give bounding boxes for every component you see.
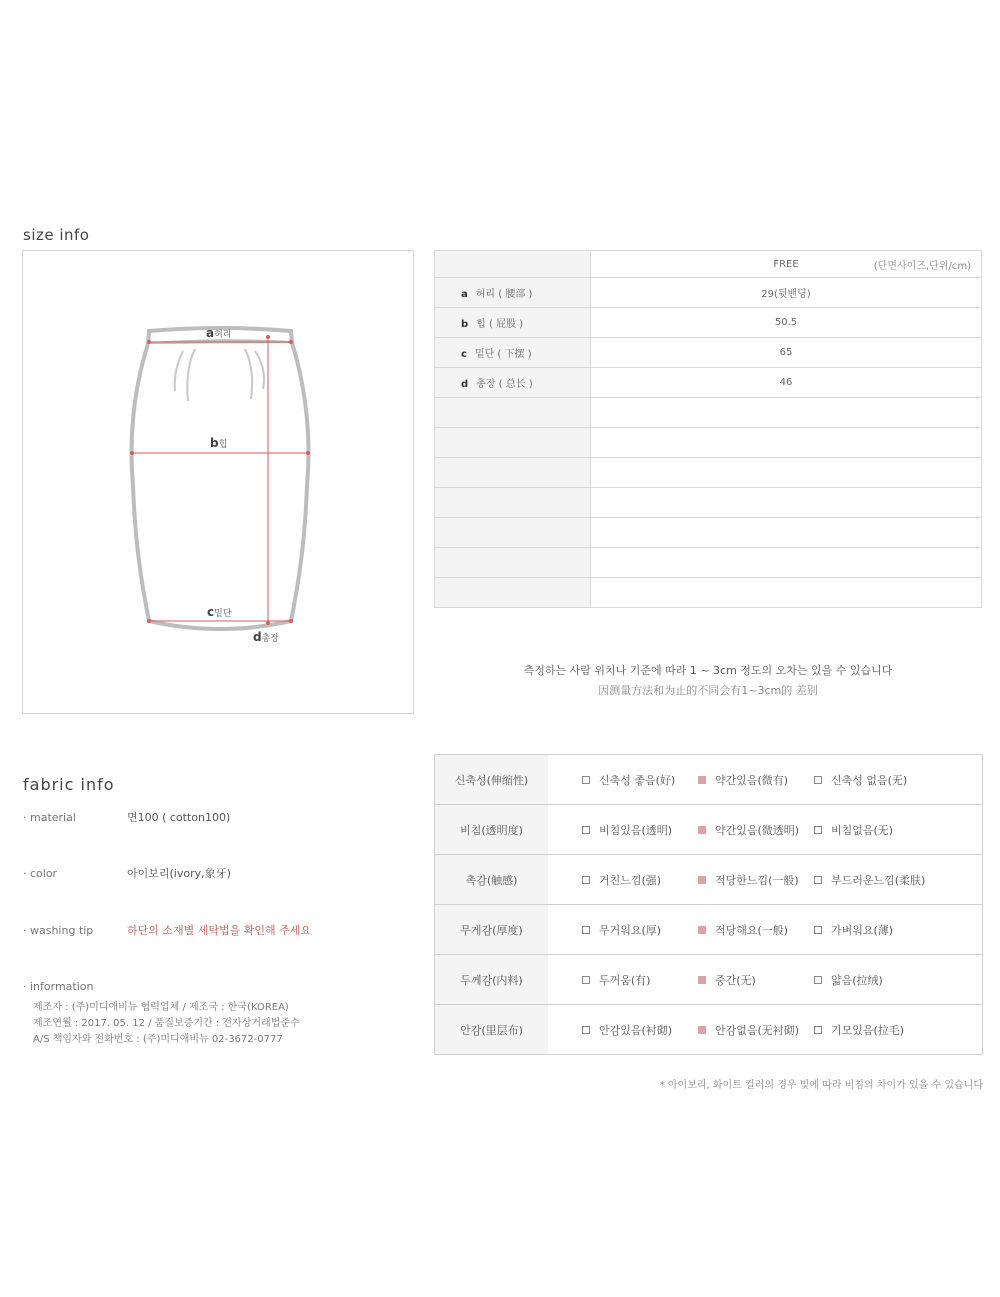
unchecked-box-icon [582, 976, 590, 984]
size-row-value [591, 428, 982, 458]
checked-box-icon [698, 976, 706, 984]
fabric-row [435, 905, 983, 955]
size-row-empty [435, 518, 982, 548]
size-row-value [591, 578, 982, 608]
size-row-value [591, 458, 982, 488]
fabric-options [548, 1005, 983, 1055]
size-table-header [435, 251, 982, 278]
color-value: 아이보리(ivory,象牙) [127, 867, 231, 880]
unchecked-box-icon [814, 776, 822, 784]
checked-box-icon [698, 1026, 706, 1034]
size-row-empty [435, 488, 982, 518]
fabric-option-label: 적당한느낌(一般) [715, 873, 799, 887]
size-row-name: 힙 ( 屁股 ) [476, 319, 524, 330]
fabric-info-title: fabric info [23, 775, 115, 794]
hem-dim-label: c밑단 [207, 605, 232, 619]
fabric-category: 무게감(厚度) [435, 905, 549, 955]
material-item [23, 809, 230, 825]
size-row-label [435, 308, 591, 338]
measurement-note-ko: 측정하는 사람 위치나 기준에 따라 1 ~ 3cm 정도의 오차는 있을 수 있습니다 [523, 664, 893, 677]
size-row-name: 총장 ( 总长 ) [476, 379, 533, 390]
size-row-empty [435, 458, 982, 488]
unchecked-box-icon [582, 826, 590, 834]
unchecked-box-icon [814, 926, 822, 934]
length-dim-label: d총장 [253, 630, 279, 644]
fabric-option-label: 중간(无) [715, 973, 756, 987]
size-table [434, 250, 982, 608]
information-item [23, 980, 127, 993]
size-row-letter: c [461, 349, 467, 360]
fabric-option [814, 972, 930, 988]
size-row-letter: b [461, 319, 469, 330]
unchecked-box-icon [814, 876, 822, 884]
size-row-label [435, 398, 591, 428]
washing-tip-value: 하단의 소재별 세탁법을 확인해 주세요 [127, 924, 312, 937]
fabric-option [814, 922, 930, 938]
fabric-option [698, 772, 814, 788]
fabric-option-label: 가벼워요(薄) [831, 923, 894, 937]
fabric-option [582, 872, 698, 888]
size-row-empty [435, 548, 982, 578]
unchecked-box-icon [814, 976, 822, 984]
fabric-row [435, 755, 983, 805]
fabric-option [698, 822, 814, 838]
unchecked-box-icon [582, 776, 590, 784]
checked-box-icon [698, 776, 706, 784]
size-row-empty [435, 428, 982, 458]
fabric-category: 안감(里层布) [435, 1005, 549, 1055]
fabric-row [435, 855, 983, 905]
fabric-option [582, 922, 698, 938]
size-row-label [435, 488, 591, 518]
size-row-value: 65 [591, 338, 982, 368]
fabric-option-label: 두꺼움(有) [599, 973, 651, 987]
fabric-option [582, 772, 698, 788]
information-key: · information [23, 980, 94, 993]
fabric-option-label: 신축성 좋음(好) [599, 773, 676, 787]
size-row-label [435, 548, 591, 578]
fabric-option [698, 972, 814, 988]
size-row [435, 368, 982, 398]
fabric-option [814, 872, 930, 888]
fabric-options [548, 855, 983, 905]
size-row-letter: d [461, 379, 469, 390]
fabric-option-label: 비침없음(无) [831, 823, 894, 837]
size-row-value [591, 518, 982, 548]
fabric-option-label: 기모있음(拉毛) [831, 1023, 905, 1037]
information-lines [33, 1000, 300, 1048]
size-row-label [435, 458, 591, 488]
size-row-label [435, 368, 591, 398]
size-row-label [435, 428, 591, 458]
fabric-footnote: * 아이보리, 화이트 컬러의 경우 빛에 따라 비침의 차이가 있을 수 있습니다 [659, 1080, 983, 1091]
fabric-option [698, 1022, 814, 1038]
size-column-header [591, 251, 982, 278]
size-row-value [591, 398, 982, 428]
fabric-options [548, 805, 983, 855]
size-row-value: 50.5 [591, 308, 982, 338]
fabric-option [582, 1022, 698, 1038]
fabric-option-label: 부드러운느낌(柔肤) [831, 873, 926, 887]
info-line-maker: 제조자 : (주)미디애비뉴 협력업체 / 제조국 : 한국(KOREA) [33, 1002, 289, 1013]
size-row [435, 278, 982, 308]
size-table-corner [435, 251, 591, 278]
fabric-option-label: 신축성 없음(无) [831, 773, 908, 787]
fabric-option-label: 거친느낌(强) [599, 873, 662, 887]
material-value: 면100 ( cotton100) [127, 811, 231, 824]
unchecked-box-icon [582, 876, 590, 884]
color-item [23, 865, 231, 881]
fabric-option [582, 972, 698, 988]
size-row-label [435, 518, 591, 548]
washing-tip-item [23, 922, 311, 938]
checked-box-icon [698, 926, 706, 934]
fabric-category: 촉감(触感) [435, 855, 549, 905]
unchecked-box-icon [582, 1026, 590, 1034]
fabric-option-label: 약간있음(微透明) [715, 823, 800, 837]
skirt-diagram [22, 250, 414, 714]
fabric-table [434, 754, 983, 1055]
checked-box-icon [698, 876, 706, 884]
measurement-note-cn: 因测量方法和为止的不同会有1~3cm的 差别 [598, 684, 818, 697]
fabric-option [582, 822, 698, 838]
skirt-illustration [23, 251, 415, 715]
hip-dim-label: b힙 [210, 436, 228, 450]
fabric-option-label: 적당해요(一般) [715, 923, 789, 937]
fabric-option-label: 얇음(拉绒) [831, 973, 883, 987]
unit-note: (단면사이즈,단위/cm) [873, 261, 971, 272]
fabric-options [548, 755, 983, 805]
size-row [435, 338, 982, 368]
unchecked-box-icon [814, 1026, 822, 1034]
size-row-label [435, 338, 591, 368]
size-row-name: 밑단 ( 下摆 ) [474, 349, 532, 360]
checked-box-icon [698, 826, 706, 834]
fabric-category: 신축성(伸缩性) [435, 755, 549, 805]
size-name: FREE [773, 258, 799, 270]
fabric-category: 두께감(内料) [435, 955, 549, 1005]
size-row [435, 308, 982, 338]
fabric-option-label: 무거워요(厚) [599, 923, 662, 937]
color-key: · color [23, 867, 58, 880]
fabric-option-label: 안감없음(无衬砌) [715, 1023, 800, 1037]
fabric-option-label: 약간있음(微有) [715, 773, 789, 787]
size-row-label [435, 578, 591, 608]
unchecked-box-icon [814, 826, 822, 834]
size-row-value [591, 488, 982, 518]
size-info-title: size info [23, 226, 90, 244]
fabric-option [814, 1022, 930, 1038]
fabric-option [814, 822, 930, 838]
washing-tip-key: · washing tip [23, 924, 94, 937]
size-row-letter: a [461, 289, 468, 300]
size-row-name: 허리 ( 腰部 ) [475, 289, 533, 300]
fabric-option [698, 922, 814, 938]
info-line-date: 제조연월 : 2017. 05. 12 / 품질보증기간 : 전자상거래법준수 [33, 1018, 300, 1029]
fabric-options [548, 905, 983, 955]
size-row-value [591, 548, 982, 578]
fabric-row [435, 955, 983, 1005]
size-row-empty [435, 398, 982, 428]
fabric-option [814, 772, 930, 788]
fabric-option [698, 872, 814, 888]
size-row-empty [435, 578, 982, 608]
fabric-option-label: 비침있음(透明) [599, 823, 673, 837]
size-row-value: 46 [591, 368, 982, 398]
size-row-value: 29(뒷밴딩) [591, 278, 982, 308]
unchecked-box-icon [582, 926, 590, 934]
waist-dim-label: a허리 [206, 326, 232, 340]
fabric-category: 비침(透明度) [435, 805, 549, 855]
fabric-option-label: 안감있음(衬砌) [599, 1023, 673, 1037]
fabric-row [435, 805, 983, 855]
material-key: · material [23, 811, 76, 824]
info-line-as: A/S 책임자와 전화번호 : (주)미디애비뉴 02-3672-0777 [33, 1034, 283, 1045]
size-row-label [435, 278, 591, 308]
fabric-options [548, 955, 983, 1005]
fabric-row [435, 1005, 983, 1055]
